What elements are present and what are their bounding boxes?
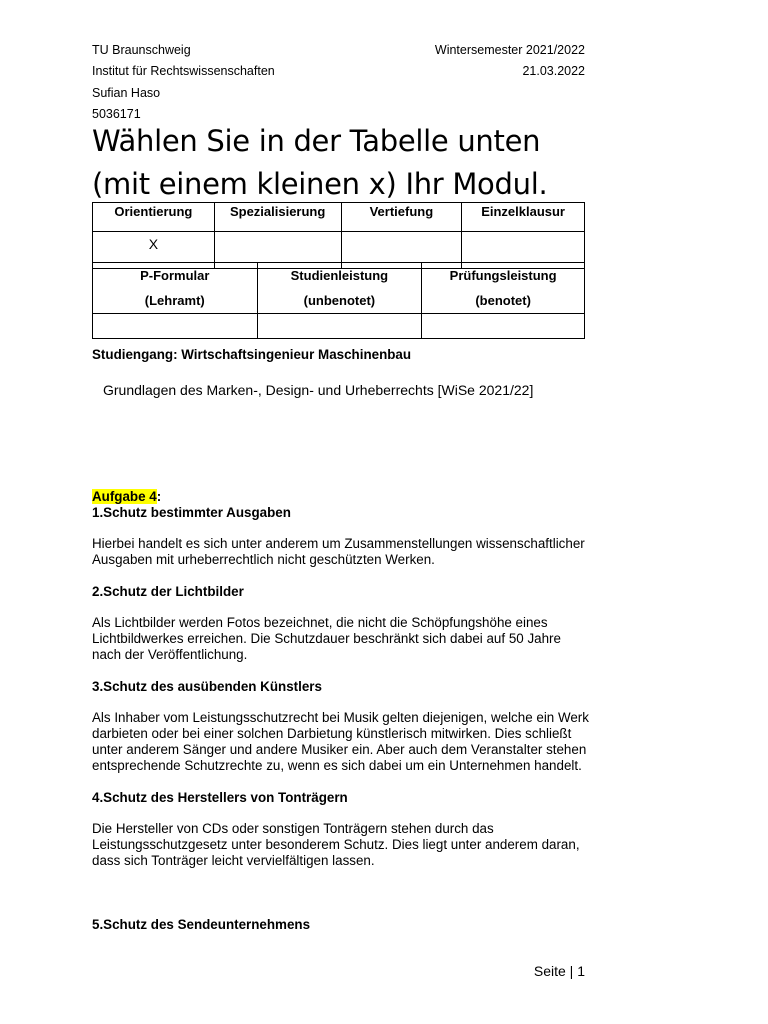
exam-header-subline: (benotet) [475, 293, 531, 308]
semester: Wintersemester 2021/2022 [434, 43, 585, 57]
exam-cell-studienleistung[interactable] [257, 314, 422, 339]
title-line-1: Wählen Sie in der Tabelle unten [92, 124, 541, 158]
page-number: Seite | 1 [533, 963, 585, 979]
section-title: 5.Schutz des Sendeunternehmens [92, 917, 311, 932]
studiengang-line: Studiengang: Wirtschaftsingenieur Maschinenbau [92, 347, 412, 362]
section-body: Hierbei handelt es sich unter anderem um Zusammenstellungen wissenschaftlicher Ausgaben mit urheberrechtlich nicht geschützten Werken. [92, 536, 585, 567]
section-title: 4.Schutz des Herstellers von Tonträgern [92, 790, 348, 805]
module-header-einzelklausur: Einzelklausur [462, 203, 585, 232]
exam-header-line: Studienleistung [290, 268, 389, 283]
student-id: 5036171 [92, 106, 141, 121]
date: 21.03.2022 [522, 64, 585, 79]
exam-header-studienleistung [257, 263, 422, 314]
exam-header-subline: (unbenotet) [303, 293, 376, 308]
exam-header-line: P-Formular [140, 268, 210, 283]
module-table [92, 202, 585, 269]
module-header-vertiefung: Vertiefung [341, 203, 462, 232]
header-right [435, 40, 585, 83]
module-header-orientierung: Orientierung [93, 203, 215, 232]
module-cell-orientierung[interactable]: X [93, 232, 215, 269]
module-header-spezialisierung: Spezialisierung [214, 203, 341, 232]
section-body: Als Lichtbilder werden Fotos bezeichnet, die nicht die Schöpfungshöhe eines Lichtbildwerkes erreichen. Die Schutzdauer beschränkt sich dabei auf 50 Jahre nach der Veröffentlichung. [92, 615, 561, 662]
title-line-2: (mit einem kleinen x) Ihr Modul. [92, 167, 548, 201]
task-label-highlight: Aufgabe 4 [92, 489, 157, 504]
exam-cell-p-formular[interactable] [93, 314, 258, 339]
section-title: 3.Schutz des ausübenden Künstlers [92, 679, 322, 694]
institute-name: Institut für Rechtswissenschaften [92, 64, 275, 79]
student-name: Sufian Haso [92, 85, 161, 100]
section-title: 2.Schutz der Lichtbilder [92, 584, 244, 599]
exam-header-line: Prüfungsleistung [449, 268, 557, 283]
exam-header-pruefungsleistung [422, 263, 585, 314]
section-body: Die Hersteller von CDs oder sonstigen Tonträgern stehen durch das Leistungsschutzgesetz unter besonderem Schutz. Dies liegt unter anderem daran, dass sich Tonträger leicht vervielfältigen lassen. [92, 821, 580, 868]
university-name: TU Braunschweig [92, 43, 191, 57]
exam-header-subline: (Lehramt) [144, 293, 205, 308]
exam-table [92, 262, 585, 339]
section-body: Als Inhaber vom Leistungsschutzrecht bei Musik gelten diejenigen, welche ein Werk darbieten oder bei einer solchen Darbietung künstlerisch mitwirken. Dies schließt unter anderem Sänger und andere Musiker ein. Aber auch dem Veranstalter stehen entsprechende Schutzrechte zu, wenn es sich dabei um ein Unternehmen handelt. [92, 710, 589, 773]
task-label-colon: : [156, 489, 162, 504]
exam-header-p-formular [93, 263, 258, 314]
header-left [92, 40, 275, 125]
page-title [92, 120, 612, 206]
answer-content [92, 489, 592, 933]
section-title: 1.Schutz bestimmter Ausgaben [92, 505, 291, 520]
task-label [92, 489, 592, 505]
exam-cell-pruefungsleistung[interactable] [422, 314, 585, 339]
course-title: Grundlagen des Marken-, Design- und Urheberrechts [WiSe 2021/22] [103, 382, 534, 398]
